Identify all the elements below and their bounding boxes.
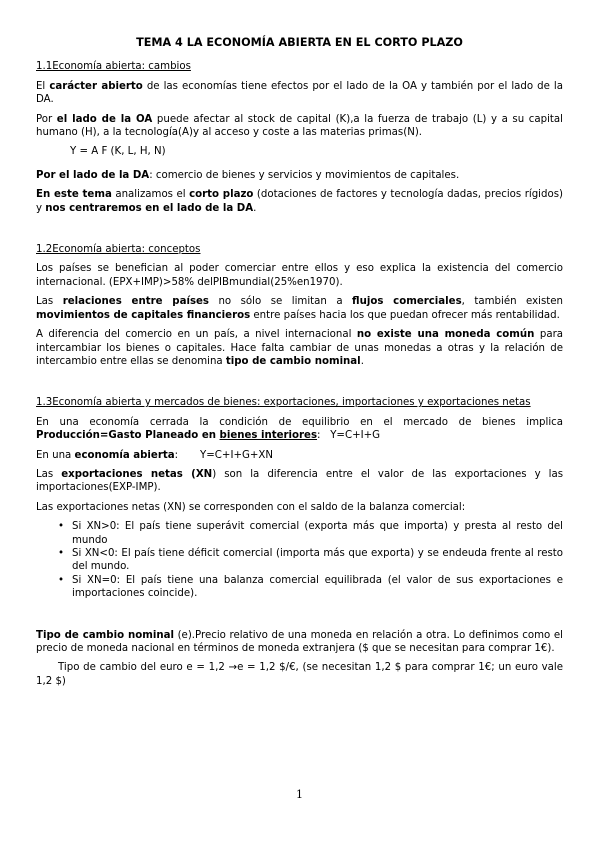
paragraph: En este tema analizamos el corto plazo (dotaciones de factores y tecnología dadas, precios rígidos) y nos centraremos en el lado de la DA.	[36, 189, 563, 214]
spacer	[36, 607, 563, 629]
bullet-list	[36, 520, 563, 600]
paragraph: Las exportaciones netas (XN) son la diferencia entre el valor de las exportaciones y las importaciones(EXP-IMP).	[36, 468, 564, 494]
page-number: 1	[296, 788, 303, 801]
paragraph: Por el lado de la DA: comercio de bienes y servicios y movimientos de capitales.	[36, 169, 460, 181]
list-item: • Si XN>0: El país tiene superávit comercial (exporta más que importa) y presta al resto del mundo	[72, 520, 563, 547]
paragraph: Tipo de cambio nominal (e).Precio relativo de una moneda en relación a otra. Lo definimos como el precio de moneda nacional en términos de moneda extranjera ($ que se necesitan para comprar 1€).	[36, 629, 563, 654]
paragraph: Las exportaciones netas (XN) se corresponden con el saldo de la balanza comercial:	[36, 501, 466, 513]
section-heading-1-3: 1.3Economía abierta y mercados de bienes: exportaciones, importaciones y exportaciones netas	[36, 397, 531, 409]
paragraph: En una economía cerrada la condición de equilibrio en el mercado de bienes implica Producción=Gasto Planeado en bienes interiores: Y=C+I+G	[36, 416, 563, 442]
production-formula: Y = A F (K, L, H, N)	[70, 146, 166, 158]
paragraph: El carácter abierto de las economías tiene efectos por el lado de la OA y también por el lado de la DA.	[36, 80, 563, 106]
document-title: TEMA 4 LA ECONOMÍA ABIERTA EN EL CORTO PLAZO	[136, 36, 463, 49]
list-item: • Si XN<0: El país tiene déficit comercial (importa más que exporta) y se endeuda frente al resto del mundo.	[72, 547, 563, 574]
document-page	[36, 36, 563, 694]
list-item: • Si XN=0: El país tiene una balanza comercial equilibrada (el valor de sus exportaciones e importaciones coincide).	[72, 574, 563, 601]
paragraph: A diferencia del comercio en un país, a nivel internacional no existe una moneda común para intercambiar los bienes o capitales. Hace falta cambiar de unas monedas a otras y la relación de intercambio entre ellas se denomina tipo de cambio nominal.	[36, 329, 563, 367]
spacer	[36, 374, 563, 396]
spacer	[36, 221, 563, 243]
paragraph: En una economía abierta: Y=C+I+G+XN	[36, 449, 274, 461]
paragraph: Por el lado de la OA puede afectar al stock de capital (K),a la fuerza de trabajo (L) y a su capital humano (H), a la tecnología(A)y al acceso y coste a las materias primas(N).	[36, 113, 563, 139]
section-heading-1-2: 1.2Economía abierta: conceptos	[36, 244, 201, 256]
section-heading-1-1: 1.1Economía abierta: cambios	[36, 61, 191, 73]
paragraph: Los países se benefician al poder comerciar entre ellos y eso explica la existencia del comercio internacional. (EPX+IMP)>58% delPIBmundial(25%en1970).	[36, 263, 563, 288]
paragraph: Las relaciones entre países no sólo se limitan a flujos comerciales, también existen movimientos de capitales financieros entre países hacia los que puedan ofrecer más rentabilidad.	[36, 296, 563, 321]
paragraph: Tipo de cambio del euro e = 1,2 →e = 1,2 $/€, (se necesitan 1,2 $ para comprar 1€; un euro vale 1,2 $)	[36, 662, 563, 687]
